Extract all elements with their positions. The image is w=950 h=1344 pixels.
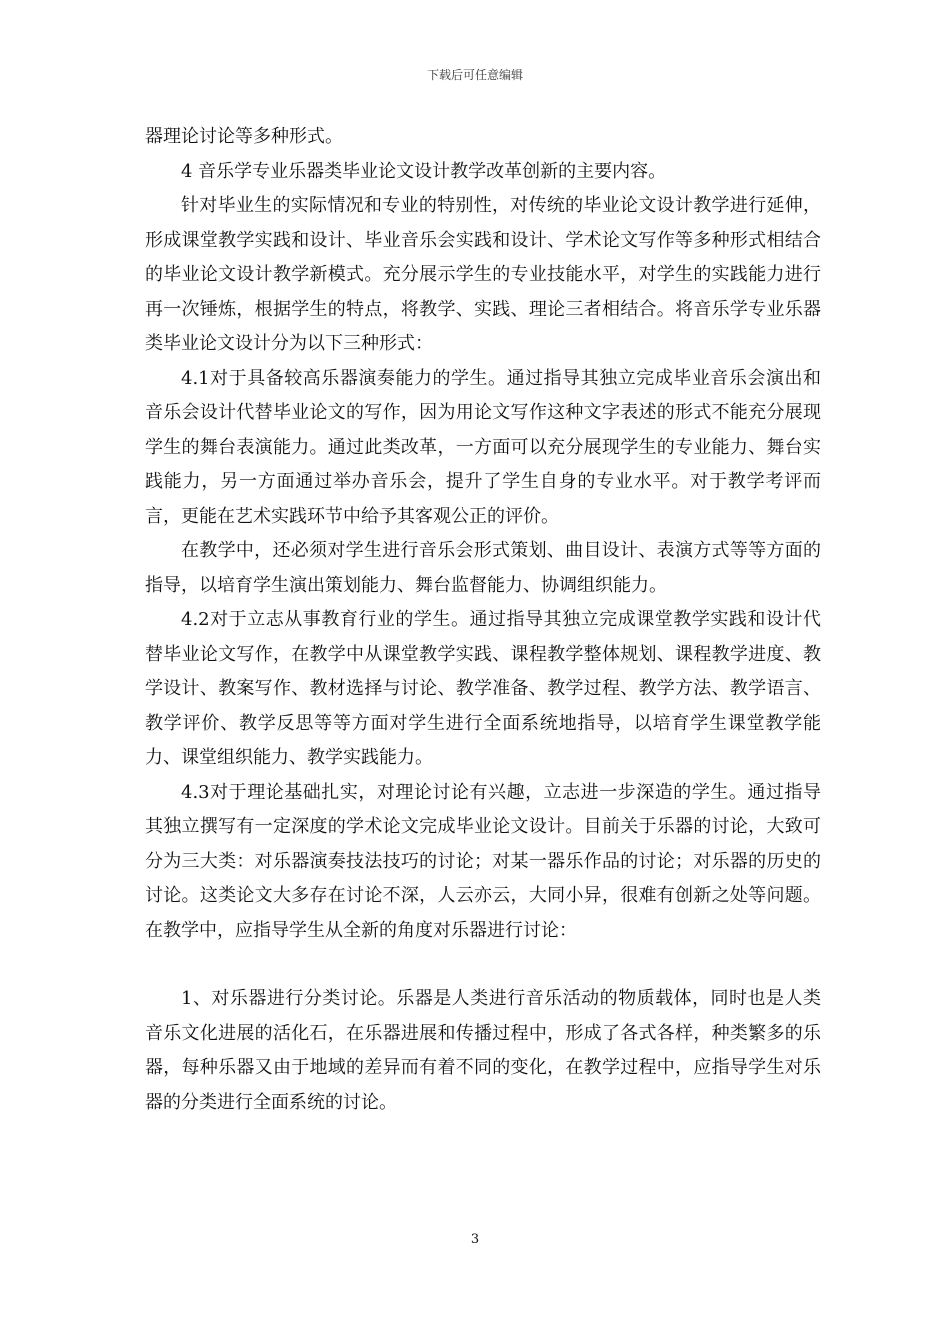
paragraph-4-3: 4.3对于理论基础扎实，对理论讨论有兴趣，立志进一步深造的学生。通过指导其独立撰写有一定深度的学术论文完成毕业论文设计。目前关于乐器的讨论，大致可分为三大类：对乐器演奏技法技巧的讨论；对某一器乐作品的讨论；对乐器的历史的讨论。这类论文大多存在讨论不深，人云亦云，大同小异，很难有创新之处等问题。在教学中，应指导学生从全新的角度对乐器进行讨论： — [145, 781, 821, 941]
paragraph-4-1: 4.1对于具备较高乐器演奏能力的学生。通过指导其独立完成毕业音乐会演出和音乐会设计代替毕业论文的写作，因为用论文写作这种文字表述的形式不能充分展现学生的舞台表演能力。通过此类改革，一方面可以充分展现学生的专业能力、舞台实践能力，另一方面通过举办音乐会，提升了学生自身的专业水平。对于教学考评而言，更能在艺术实践环节中给予其客观公正的评价。 — [145, 367, 821, 527]
paragraph-continuation: 器理论讨论等多种形式。 — [145, 126, 343, 147]
paragraph-section-4-heading: 4 音乐学专业乐器类毕业论文设计教学改革创新的主要内容。 — [181, 160, 667, 182]
paragraph-item-1: 1、对乐器进行分类讨论。乐器是人类进行音乐活动的物质载体，同时也是人类音乐文化进展的活化石，在乐器进展和传播过程中，形成了各式各样，种类繁多的乐器，每种乐器又由于地域的差异而有着不同的变化，在教学过程中，应指导学生对乐器的分类进行全面系统的讨论。 — [145, 988, 821, 1113]
paragraph-4-1-guidance: 在教学中，还必须对学生进行音乐会形式策划、曲目设计、表演方式等等方面的指导，以培育学生演出策划能力、舞台监督能力、协调组织能力。 — [145, 540, 821, 596]
body-text — [145, 120, 821, 1120]
paragraph-intro: 针对毕业生的实际情况和专业的特别性，对传统的毕业论文设计教学进行延伸，形成课堂教学实践和设计、毕业音乐会实践和设计、学术论文写作等多种形式相结合的毕业论文设计教学新模式。充分展示学生的专业技能水平，对学生的实践能力进行再一次锤炼，根据学生的特点，将教学、实践、理论三者相结合。将音乐学专业乐器类毕业论文设计分为以下三种形式： — [145, 195, 821, 354]
page-header: 下载后可任意编辑 — [426, 68, 523, 82]
paragraph-4-2: 4.2对于立志从事教育行业的学生。通过指导其独立完成课堂教学实践和设计代替毕业论文写作，在教学中从课堂教学实践、课程教学整体规划、课程教学进度、教学设计、教案写作、教材选择与讨论、教学准备、教学过程、教学方法、教学语言、教学评价、教学反思等等方面对学生进行全面系统地指导，以培育学生课堂教学能力、课堂组织能力、教学实践能力。 — [145, 609, 821, 768]
paragraph-gap — [145, 948, 821, 982]
page-number: 3 — [470, 1232, 480, 1247]
